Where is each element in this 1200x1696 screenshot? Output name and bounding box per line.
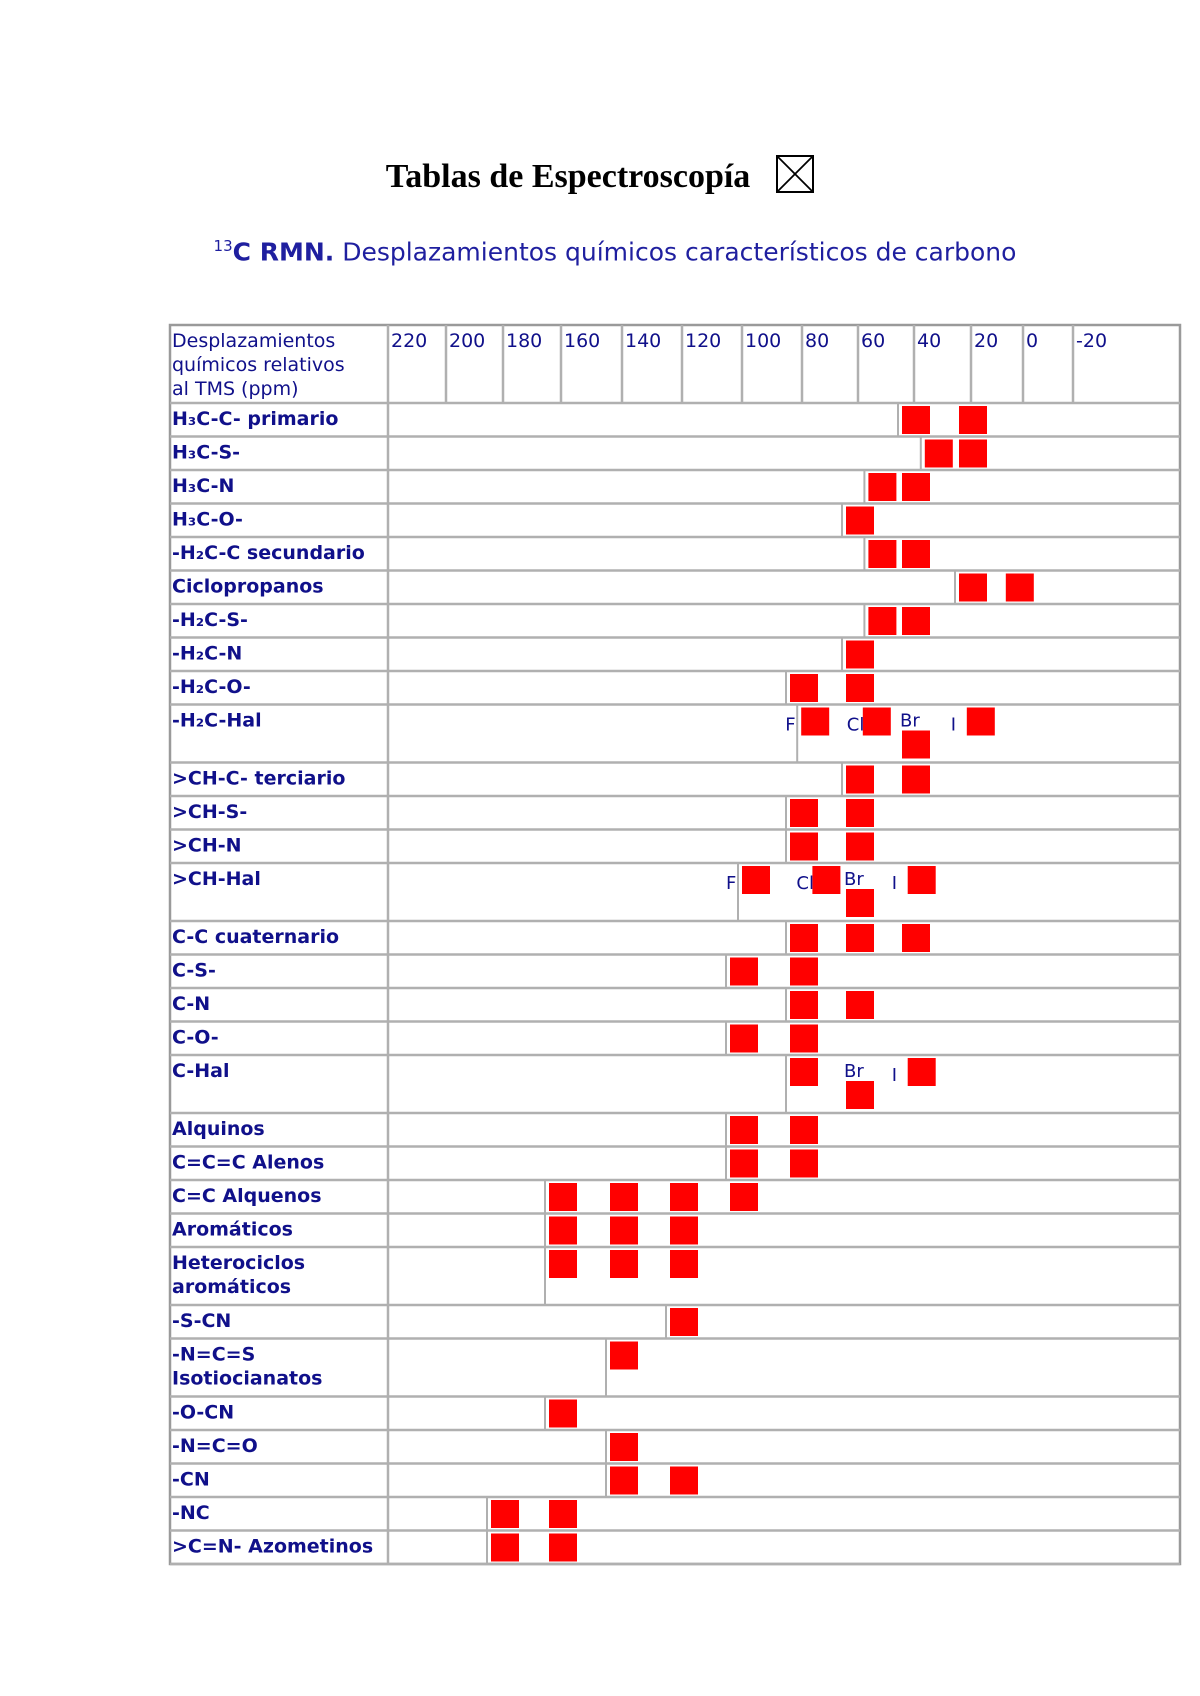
shift-marker (549, 1500, 577, 1528)
shift-marker (790, 1116, 818, 1144)
title-text: Tablas de Espectroscopía (385, 158, 751, 195)
shift-marker (730, 1183, 758, 1211)
shift-marker (846, 674, 874, 702)
row-label: >CH-N (172, 834, 242, 857)
row-label: >CH-C- terciario (172, 767, 346, 790)
tick-label: 0 (1026, 330, 1039, 352)
tick-label: 120 (685, 330, 722, 352)
row-label: Alquinos (172, 1118, 265, 1140)
shift-marker (902, 607, 930, 635)
row-label: C-Hal (172, 1060, 230, 1082)
shift-marker (730, 958, 758, 986)
row-label: -H₂C-O- (172, 676, 251, 698)
tick-label: 80 (805, 330, 830, 352)
shift-marker (670, 1250, 698, 1278)
shift-marker (868, 540, 896, 568)
shift-marker (1006, 574, 1034, 602)
shift-marker (610, 1433, 638, 1461)
row-label: -CN (172, 1468, 210, 1491)
row-label: aromáticos (172, 1276, 292, 1298)
shift-marker (670, 1308, 698, 1336)
tick-label: 60 (861, 330, 886, 352)
shift-marker (790, 674, 818, 702)
shift-marker (742, 866, 770, 894)
shift-marker (902, 406, 930, 434)
halogen-label: Br (900, 710, 920, 732)
shift-marker (846, 1081, 874, 1109)
halogen-label: F (726, 873, 737, 894)
row-label: Ciclopropanos (172, 575, 324, 598)
shift-marker (925, 440, 953, 468)
halogen-label: F (785, 714, 796, 736)
tick-label: 160 (564, 330, 601, 352)
row-label: H₃C-O- (172, 508, 243, 531)
tick-label: 140 (625, 330, 662, 352)
header-label: al TMS (ppm) (172, 378, 299, 400)
shift-marker (801, 708, 829, 736)
row-label: -N=C=S (172, 1343, 256, 1366)
shift-marker (610, 1250, 638, 1278)
halogen-label: I (950, 714, 957, 736)
shift-marker (549, 1534, 577, 1562)
shift-marker (790, 958, 818, 986)
shift-marker (549, 1183, 577, 1211)
shift-marker (902, 766, 930, 794)
row-label: C=C=C Alenos (172, 1151, 325, 1174)
row-label: C-N (172, 993, 211, 1015)
tick-label: 20 (974, 330, 999, 352)
shift-marker (902, 473, 930, 501)
shift-marker (730, 1116, 758, 1144)
row-label: >CH-Hal (172, 868, 261, 890)
shift-marker (670, 1217, 698, 1245)
shift-marker (846, 799, 874, 827)
shift-marker (790, 799, 818, 827)
shift-marker (846, 766, 874, 794)
shift-marker (863, 708, 891, 736)
shift-marker (908, 866, 936, 894)
shift-marker (959, 440, 987, 468)
shift-marker (967, 708, 995, 736)
shift-marker (610, 1183, 638, 1211)
row-label: H₃C-C- primario (172, 408, 339, 430)
halogen-label: I (891, 873, 898, 894)
shift-marker (610, 1217, 638, 1245)
shift-marker (610, 1342, 638, 1370)
row-label: Aromáticos (172, 1218, 293, 1241)
halogen-label: Cl (846, 714, 865, 736)
row-label: C-O- (172, 1026, 219, 1049)
shift-marker (610, 1467, 638, 1495)
halogen-label: I (891, 1065, 898, 1086)
shift-marker (549, 1217, 577, 1245)
shift-marker (846, 507, 874, 535)
shift-marker (491, 1534, 519, 1562)
shift-marker (846, 641, 874, 669)
shift-marker (902, 924, 930, 952)
row-label: -H₂C-Hal (172, 709, 262, 732)
header-label: químicos relativos (172, 354, 345, 376)
row-label: H₃C-S- (172, 441, 241, 464)
shift-marker (868, 607, 896, 635)
halogen-label: Br (844, 869, 864, 890)
row-label: Isotiocianatos (172, 1367, 323, 1390)
subtitle-superscript: 13 (213, 237, 233, 255)
shift-marker (908, 1058, 936, 1086)
subtitle-bold: C RMN. (232, 237, 335, 267)
row-label: C-S- (172, 959, 216, 982)
row-label: -O-CN (172, 1401, 235, 1424)
row-label: Heterociclos (172, 1252, 306, 1274)
shift-marker (959, 574, 987, 602)
shift-marker (790, 1150, 818, 1178)
shift-marker (868, 473, 896, 501)
halogen-label: Br (844, 1061, 864, 1082)
tick-label: 220 (391, 330, 428, 352)
subtitle-text: Desplazamientos químicos característicos de carbono (334, 237, 1017, 267)
shift-marker (812, 866, 840, 894)
tick-label: 200 (449, 330, 486, 352)
shift-marker (790, 1058, 818, 1086)
shift-marker (790, 1025, 818, 1053)
shift-marker (959, 406, 987, 434)
shift-marker (670, 1467, 698, 1495)
halogen-label: Cl (796, 873, 814, 894)
row-label: >CH-S- (172, 801, 248, 823)
row-label: -N=C=O (172, 1435, 258, 1457)
shift-marker (846, 889, 874, 917)
shift-marker (730, 1150, 758, 1178)
shift-marker (730, 1025, 758, 1053)
shift-marker (491, 1500, 519, 1528)
row-label: C=C Alquenos (172, 1185, 322, 1207)
header-label: Desplazamientos (172, 330, 336, 352)
row-label: H₃C-N (172, 475, 235, 497)
shift-marker (902, 540, 930, 568)
row-label: -H₂C-S- (172, 609, 248, 631)
shift-marker (902, 731, 930, 759)
shift-marker (549, 1400, 577, 1428)
shift-marker (846, 833, 874, 861)
tick-label: 100 (745, 330, 782, 352)
row-label: -S-CN (172, 1310, 232, 1332)
row-label: >C=N- Azometinos (172, 1535, 374, 1558)
shift-marker (790, 833, 818, 861)
row-label: -H₂C-N (172, 642, 243, 665)
row-label: -NC (172, 1502, 210, 1524)
shift-marker (790, 991, 818, 1019)
row-label: C-C cuaternario (172, 926, 340, 948)
tick-label: -20 (1076, 330, 1108, 352)
row-label: -H₂C-C secundario (172, 542, 365, 564)
shift-marker (846, 924, 874, 952)
tick-label: 40 (917, 330, 942, 352)
shift-marker (549, 1250, 577, 1278)
tick-label: 180 (506, 330, 543, 352)
shift-marker (790, 924, 818, 952)
shift-marker (846, 991, 874, 1019)
shift-marker (670, 1183, 698, 1211)
